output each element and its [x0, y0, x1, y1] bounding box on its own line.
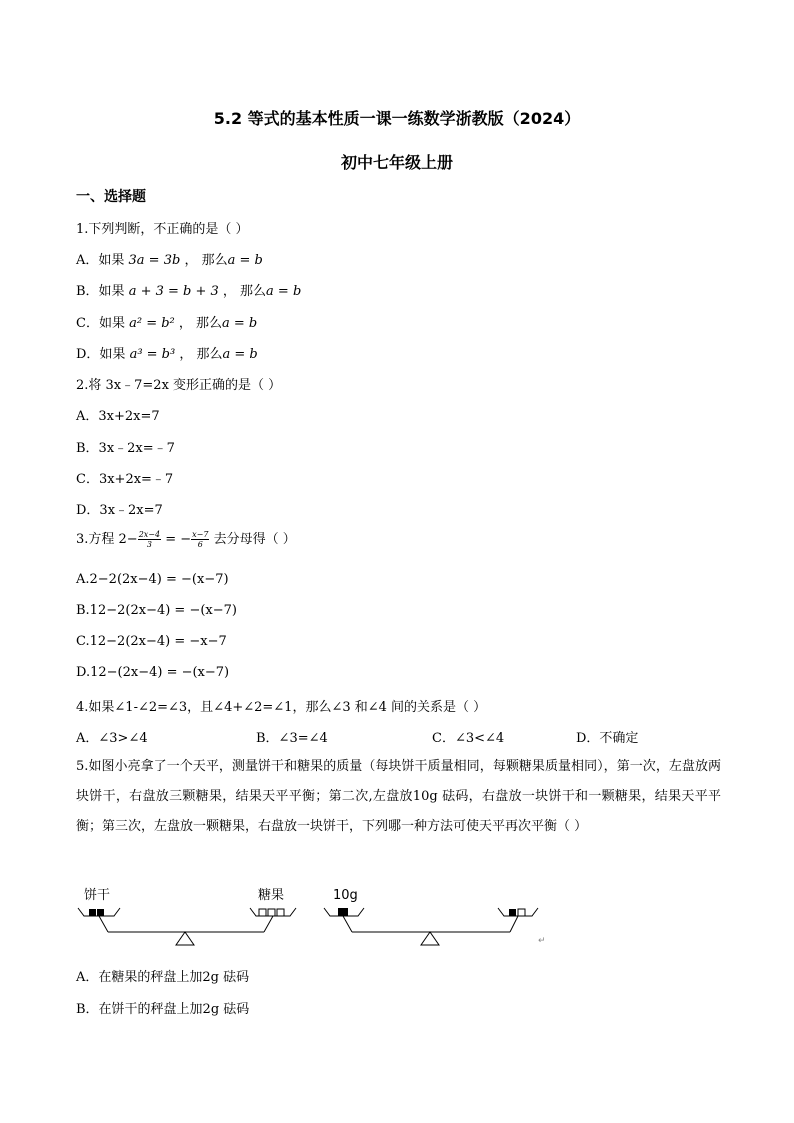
question-3-option-c: C.12−2(2x−4) = −x−7 [76, 634, 227, 649]
question-4-options [76, 727, 716, 745]
question-2-option-d: D．3x﹣2x=7 [76, 503, 163, 518]
question-5-stem: 5.如图小亮拿了一个天平，测量饼干和糖果的质量（每块饼干质量相同，每颗糖果质量相同），第一次，左盘放两块饼干，右盘放三颗糖果，结果天平平衡；第二次,左盘放10g 砝码，右盘放一块饼干和一颗糖果，结果天平平衡；第三次，左盘放一颗糖果，右盘放一块饼干，下列哪一种方法可使天平再次平衡（ ） [76, 759, 721, 834]
section-heading: 一、选择题 [76, 189, 146, 205]
question-2-option-b: B．3x﹣2x=﹣7 [76, 441, 175, 456]
fulcrum-1 [176, 932, 194, 945]
candy-1 [259, 909, 266, 916]
question-3-stem: 3.方程 2− $\frac{2x-4}{3}$ = − $\frac{x-7}{6}$ 去分母得（ ） [76, 530, 296, 549]
question-1-option-d: D．如果 a³ = b³ ， 那么a = b [76, 347, 258, 362]
question-4-option-d: D．不确定 [576, 731, 639, 746]
question-1-stem: 1.下列判断，不正确的是（ ） [76, 222, 249, 237]
candy-3 [277, 909, 284, 916]
question-5-option-b: B．在饼干的秤盘上加2g 砝码 [76, 1002, 250, 1017]
balance-scale-figure [70, 880, 550, 950]
fulcrum-2 [421, 932, 439, 945]
weight-10g [338, 908, 348, 916]
candy-4 [518, 909, 525, 916]
label-candy: 糖果 [258, 888, 285, 903]
question-4-option-b: B．∠3=∠4 [256, 731, 328, 746]
biscuit-3 [509, 909, 516, 916]
label-biscuit: 饼干 [84, 888, 111, 903]
document-title: 5.2 等式的基本性质一课一练数学浙教版（2024） [213, 109, 581, 128]
document-subtitle: 初中七年级上册 [340, 153, 453, 172]
question-4-option-c: C．∠3<∠4 [432, 731, 505, 746]
scale-2 [324, 908, 538, 945]
question-1-option-b: B．如果 a + 3 = b + 3 ， 那么a = b [76, 284, 302, 299]
candy-2 [268, 909, 275, 916]
fraction-2: $\frac{x-7}{6}$ [192, 530, 209, 549]
question-4-stem: 4.如果∠1-∠2=∠3，且∠4+∠2=∠1，那么∠3 和∠4 间的关系是（ ） [76, 700, 487, 715]
fraction-1: $\frac{2x-4}{3}$ [138, 530, 161, 549]
label-weight: 10g [333, 888, 358, 903]
biscuit-1 [89, 909, 96, 916]
scale-1 [78, 908, 296, 945]
question-1-option-a: A．如果 3a = 3b ， 那么a = b [76, 253, 263, 268]
question-2-option-c: C．3x+2x=﹣7 [76, 472, 174, 487]
question-3-option-a: A.2−2(2x−4) = −(x−7) [76, 572, 229, 587]
question-3-option-b: B.12−2(2x−4) = −(x−7) [76, 603, 237, 618]
paragraph-mark-icon: ↵ [538, 936, 546, 946]
question-2-option-a: A．3x+2x=7 [76, 409, 160, 424]
biscuit-2 [97, 909, 104, 916]
question-3-option-d: D.12−(2x−4) = −(x−7) [76, 665, 230, 680]
question-1-option-c: C．如果 a² = b² ， 那么a = b [76, 316, 258, 331]
question-5-option-a: A．在糖果的秤盘上加2g 砝码 [76, 970, 250, 985]
question-2-stem: 2.将 3x﹣7=2x 变形正确的是（ ） [76, 378, 282, 393]
question-4-option-a: A．∠3>∠4 [76, 731, 148, 746]
